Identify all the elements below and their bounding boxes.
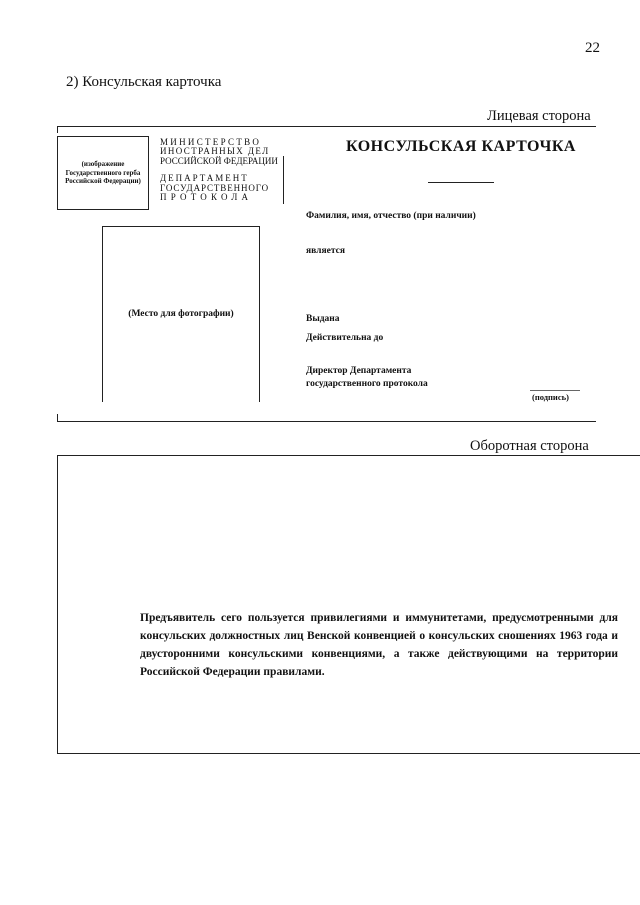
director-title-line: Директор Департамента [306,366,412,376]
department-line: ПРОТОКОЛА [160,192,253,203]
department-line: ДЕПАРТАМЕНТ [160,173,249,184]
ministry-line: МИНИСТЕРСТВО [160,137,262,147]
issued-field: Выдана [306,314,340,324]
front-left-tick [57,126,58,133]
photo-placeholder: (Место для фотографии) [128,309,234,319]
back-card-frame [57,455,640,754]
full-name-field: Фамилия, имя, отчество (при наличии) [306,211,476,221]
front-bottom-left-tick [57,414,58,421]
is-field: является [306,246,345,256]
ministry-line: РОССИЙСКОЙ ФЕДЕРАЦИИ [160,155,278,166]
page-number: 22 [585,40,600,56]
valid-until-field: Действительна до [306,333,384,343]
department-line: ГОСУДАРСТВЕННОГО [160,182,270,193]
ministry-divider [283,156,284,204]
ministry-block [160,138,278,203]
section-heading: 2) Консульская карточка [66,74,222,90]
front-side-label: Лицевая сторона [487,108,591,124]
back-side-label: Оборотная сторона [470,438,589,454]
front-top-rule [57,126,596,127]
bearer-privileges-text: Предъявитель сего пользуется привилегиями и иммунитетами, предусмотренными для консульских должностных лиц Венской конвенцией о консульских сношениях 1963 года и двусторонними консульскими конвенциями, а также действующими на территории Российской Федерации правилами. [140,612,618,678]
director-title-line: государственного протокола [306,379,428,389]
title-underline [428,182,494,183]
front-bottom-rule [57,421,596,422]
signature-line [530,390,580,391]
emblem-placeholder-box [57,136,149,210]
card-title: КОНСУЛЬСКАЯ КАРТОЧКА [346,138,576,155]
ministry-line: ИНОСТРАННЫХ ДЕЛ [160,146,270,157]
signature-label: (подпись) [532,392,569,402]
emblem-placeholder-text: (изображение Государственного герба Российской Федерации) [65,159,141,186]
